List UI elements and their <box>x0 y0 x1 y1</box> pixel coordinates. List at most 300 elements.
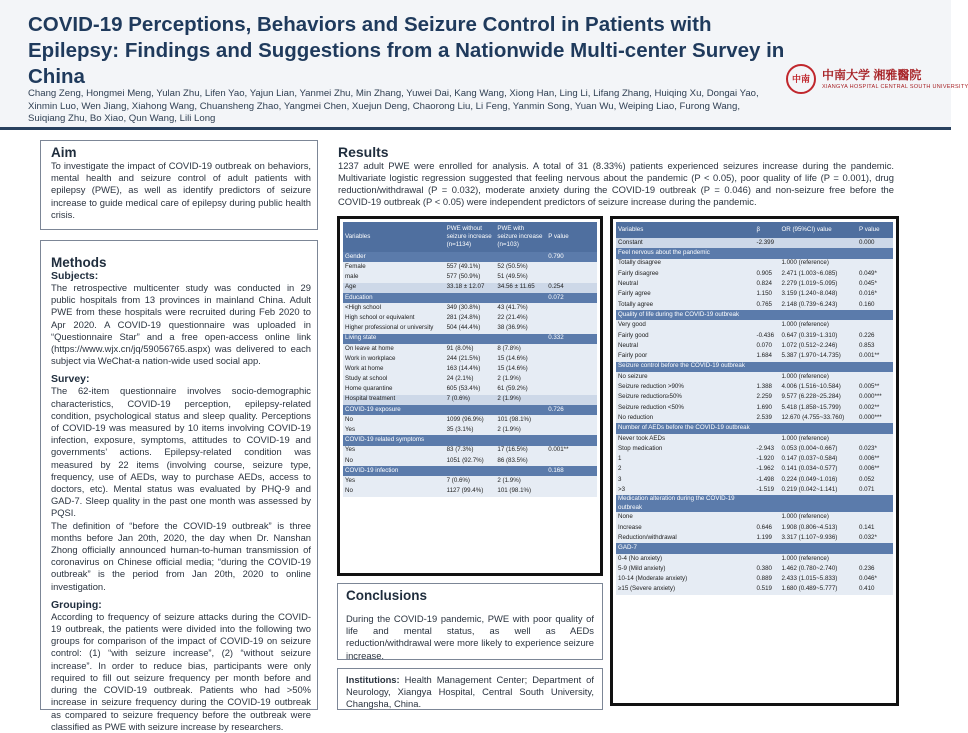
table1-header-row <box>343 222 597 252</box>
table1-cell: 1051 (92.7%) <box>445 456 496 466</box>
table2-cell: Seizure reduction >90% <box>616 382 755 392</box>
table2-cell: 1.388 <box>755 382 780 392</box>
table2-cell: 2.259 <box>755 392 780 402</box>
table1-cell: 0.254 <box>546 283 597 293</box>
table1-cell: 244 (21.5%) <box>445 354 496 364</box>
table2-row <box>616 279 893 289</box>
survey-text: The 62-item questionnaire involves socio-demographic characteristics, COVID-19 perception, epilepsy-related condition, psychological status and sleep quality. Perceptions of COVID-19 was measured by 10 items involving COVID-19 infection, exposure, symptoms, attitudes to COVID-19 and governments’ actions. Epilepsy-related condition was measured by 22 items (involving course, seizure type, frequency, use of AEDs, way to purchase AEDs, access to doctors, etc). Mental status was evaluated by PHQ-9 and GAD-7. Sleep quality in the past one month was assessed by PQSI. <box>51 385 311 519</box>
table1-header-without-increase: PWE without seizure increase (n=1134) <box>445 222 496 252</box>
table1-grid <box>343 222 597 497</box>
conclusions-section <box>337 583 603 660</box>
table2-row <box>616 512 893 522</box>
table2-cell: 1.462 (0.780~2.740) <box>779 564 857 574</box>
table2-cell <box>857 248 893 258</box>
table1-row <box>343 435 597 445</box>
table2-cell <box>857 512 893 522</box>
table1-cell <box>495 252 546 262</box>
table2-cell <box>779 423 857 433</box>
table2-row <box>616 585 893 595</box>
table2-cell: Reduction/withdrawal <box>616 533 755 543</box>
table2-cell <box>857 372 893 382</box>
table2-cell: 1.908 (0.806~4.513) <box>779 523 857 533</box>
table1-cell: No <box>343 456 445 466</box>
table2-row <box>616 495 893 512</box>
table2-cell: 2.471 (1.003~6.085) <box>779 269 857 279</box>
table1-cell: 51 (49.5%) <box>495 272 546 282</box>
table2-cell: 2.539 <box>755 413 780 423</box>
table2-cell: 0.889 <box>755 574 780 584</box>
table2-cell <box>857 554 893 564</box>
table1-cell: male <box>343 272 445 282</box>
table1-cell <box>546 364 597 374</box>
table1-cell: 7 (0.6%) <box>445 395 496 405</box>
table2-cell: -2.399 <box>755 238 780 248</box>
table1-body <box>343 252 597 497</box>
table1-cell: 504 (44.4%) <box>445 323 496 333</box>
table1-cell: 34.56 ± 11.65 <box>495 283 546 293</box>
table2-cell: 1.000 (reference) <box>779 434 857 444</box>
table1-row <box>343 293 597 303</box>
table1-cell: 2 (1.9%) <box>495 374 546 384</box>
table2-cell: 1.000 (reference) <box>779 554 857 564</box>
table1-cell: Age <box>343 283 445 293</box>
table2-cell: Seizure reduction <50% <box>616 403 755 413</box>
table2-cell: Fairly agree <box>616 289 755 299</box>
table1-cell: Hospital treatment <box>343 395 445 405</box>
table1-cell: 1099 (96.9%) <box>445 415 496 425</box>
table1-cell: 7 (0.6%) <box>445 476 496 486</box>
table1-cell <box>546 476 597 486</box>
table1-row <box>343 446 597 456</box>
table1-cell <box>445 435 496 445</box>
table2-row <box>616 331 893 341</box>
table2-row <box>616 403 893 413</box>
table2-row <box>616 382 893 392</box>
table1-cell: 17 (16.5%) <box>495 446 546 456</box>
table2-cell: 0.070 <box>755 341 780 351</box>
table1-cell: 2 (1.9%) <box>495 425 546 435</box>
table2-row <box>616 485 893 495</box>
table1-cell: 22 (21.4%) <box>495 313 546 323</box>
table2-cell: 1.690 <box>755 403 780 413</box>
header-divider <box>0 127 951 130</box>
table2-cell <box>857 543 893 553</box>
table1-cell: Work in workplace <box>343 354 445 364</box>
table2-cell: 0.380 <box>755 564 780 574</box>
table1-cell: COVID-19 exposure <box>343 405 445 415</box>
table1-row <box>343 374 597 384</box>
table2-cell: 0.236 <box>857 564 893 574</box>
table1-cell <box>546 415 597 425</box>
table2-cell: 1 <box>616 454 755 464</box>
table1-cell <box>445 466 496 476</box>
table1-row <box>343 303 597 313</box>
table1-cell <box>546 323 597 333</box>
table1-row <box>343 252 597 262</box>
table1-cell <box>546 425 597 435</box>
table2-cell <box>779 248 857 258</box>
table1-cell: 0.332 <box>546 334 597 344</box>
table2-cell: -0.436 <box>755 331 780 341</box>
table1-cell <box>546 313 597 323</box>
table2-cell: 1.150 <box>755 289 780 299</box>
table2-cell <box>755 372 780 382</box>
subjects-text: The retrospective multicenter study was conducted in 29 public hospitals from 13 provinces in mainland China. Adult PWE from these hospitals were recruited during Feb 2020 to Apr 2020. A COVID-19 questionnaire was uploaded in “Questionnaire Star” and a free open-access online link (https://www.wjx.cn/jq/59056765.aspx) was delivered to each subject via WeChat-a nation-wide used social app. <box>51 282 311 367</box>
author-list: Chang Zeng, Hongmei Meng, Yulan Zhu, Lifen Yao, Yajun Lian, Yanmei Zhu, Min Zhang, Yuwei Dai, Kang Wang, Xiong Han, Ling Li, Lifang Zhang, Huiqing Xu, Dongai Yao, Xinmin Luo, Wen Jiang, Xiahong Wang, Chuansheng Zhao, Yangmei Chen, Xuejun Deng, Chaorong Liu, Li Feng, Yanmin Song, Yuan Wu, Weiping Liao, Furong Wang, Suiqiang Zhu, Bo Xiao, Qun Wang, Lili Long <box>28 88 759 124</box>
table2-cell: Neutral <box>616 341 755 351</box>
table1-cell: Gender <box>343 252 445 262</box>
baseline-characteristics-table <box>337 216 603 576</box>
table2-row <box>616 341 893 351</box>
table2-cell <box>779 495 857 512</box>
table2-cell: 1.000 (reference) <box>779 320 857 330</box>
grouping-label: Grouping: <box>51 598 102 611</box>
table2-cell: 0.023* <box>857 444 893 454</box>
table2-row <box>616 564 893 574</box>
table1-cell: COVID-19 infection <box>343 466 445 476</box>
table2-cell: 9.577 (6.228~25.284) <box>779 392 857 402</box>
table2-cell: 2.433 (1.015~5.833) <box>779 574 857 584</box>
table1-cell: Study at school <box>343 374 445 384</box>
table1-cell: Home quarantine <box>343 384 445 394</box>
table2-cell: 0.219 (0.042~1.141) <box>779 485 857 495</box>
table2-row <box>616 423 893 433</box>
table1-cell <box>546 456 597 466</box>
table1-cell: 0.001** <box>546 446 597 456</box>
table2-cell <box>779 310 857 320</box>
table1-cell <box>445 293 496 303</box>
table2-cell: 0.032* <box>857 533 893 543</box>
table2-cell <box>779 362 857 372</box>
table1-header-p-value: P value <box>546 222 597 252</box>
table1-cell <box>445 334 496 344</box>
table1-cell: 557 (49.1%) <box>445 262 496 272</box>
table2-row <box>616 554 893 564</box>
table2-cell: ≥15 (Severe anxiety) <box>616 585 755 595</box>
table1-cell: Yes <box>343 446 445 456</box>
table2-cell <box>779 543 857 553</box>
table1-cell: 33.18 ± 12.07 <box>445 283 496 293</box>
table1-cell: 52 (50.5%) <box>495 262 546 272</box>
table2-cell: 0.006** <box>857 465 893 475</box>
table2-cell: 4.006 (1.516~10.584) <box>779 382 857 392</box>
table2-cell: Seizure reduction≥50% <box>616 392 755 402</box>
table2-cell: 5.387 (1.970~14.735) <box>779 351 857 361</box>
table2-cell <box>857 259 893 269</box>
table2-cell: Seizure control before the COVID-19 outbreak <box>616 362 755 372</box>
table2-row <box>616 259 893 269</box>
table2-header-row <box>616 222 893 238</box>
table2-cell: Feel nervous about the pandemic <box>616 248 755 258</box>
table1-row <box>343 384 597 394</box>
table2-cell: 0.045* <box>857 279 893 289</box>
table1-cell <box>546 486 597 496</box>
table2-header-variables: Variables <box>616 222 755 238</box>
table1-row <box>343 415 597 425</box>
institutions-line <box>346 674 594 711</box>
table2-cell <box>755 423 780 433</box>
table1-cell: 163 (14.4%) <box>445 364 496 374</box>
table1-cell <box>546 395 597 405</box>
subjects-label: Subjects: <box>51 270 99 282</box>
table1-cell <box>495 334 546 344</box>
table2-cell <box>857 320 893 330</box>
table2-cell: 10-14 (Moderate anxiety) <box>616 574 755 584</box>
results-heading: Results <box>338 144 389 160</box>
table2-cell: -2.943 <box>755 444 780 454</box>
table2-cell: 0.141 (0.034~0.577) <box>779 465 857 475</box>
table2-cell: 0.002** <box>857 403 893 413</box>
table2-row <box>616 289 893 299</box>
table1-row <box>343 486 597 496</box>
table2-cell: 1.000 (reference) <box>779 512 857 522</box>
aim-text: To investigate the impact of COVID-19 outbreak on behaviors, mental health and seizure control of adult patients with epilepsy (PWE), as well as identify predictors of seizure increase to guide medical care of epilepsy during public health crisis. <box>51 160 311 220</box>
table1-header-variables: Variables <box>343 222 445 252</box>
regression-table <box>610 216 899 706</box>
table2-cell: No seizure <box>616 372 755 382</box>
logo-subtext: XIANGYA HOSPITAL CENTRAL SOUTH UNIVERSITY <box>822 84 968 90</box>
table2-cell: 0.141 <box>857 523 893 533</box>
table2-row <box>616 523 893 533</box>
table1-row <box>343 344 597 354</box>
table1-cell: High school or equivalent <box>343 313 445 323</box>
methods-section <box>40 240 318 732</box>
table1-cell: Higher professional or university <box>343 323 445 333</box>
table1-cell: 24 (2.1%) <box>445 374 496 384</box>
table2-cell: 1.000 (reference) <box>779 372 857 382</box>
table2-row <box>616 320 893 330</box>
table2-row <box>616 574 893 584</box>
table1-cell: 0.726 <box>546 405 597 415</box>
table1-row <box>343 323 597 333</box>
table1-cell: 8 (7.8%) <box>495 344 546 354</box>
table2-row <box>616 434 893 444</box>
table2-row <box>616 362 893 372</box>
table2-cell: 2.148 (0.739~6.243) <box>779 300 857 310</box>
table1-cell: 61 (59.2%) <box>495 384 546 394</box>
table1-cell: 0.072 <box>546 293 597 303</box>
table2-cell: 2 <box>616 465 755 475</box>
table2-cell: 0.160 <box>857 300 893 310</box>
table2-cell: Stop medication <box>616 444 755 454</box>
table2-cell <box>857 310 893 320</box>
table1-cell: Yes <box>343 476 445 486</box>
university-logo <box>786 64 968 96</box>
table1-cell: <High school <box>343 303 445 313</box>
table2-cell: 0.052 <box>857 475 893 485</box>
table1-cell <box>495 405 546 415</box>
table2-row <box>616 238 893 248</box>
table2-cell: 0.147 (0.037~0.584) <box>779 454 857 464</box>
table2-cell <box>755 495 780 512</box>
table1-cell: COVID-19 related symptoms <box>343 435 445 445</box>
table2-cell: None <box>616 512 755 522</box>
table1-cell: 15 (14.6%) <box>495 354 546 364</box>
table2-cell: 0-4 (No anxiety) <box>616 554 755 564</box>
table2-cell: 1.199 <box>755 533 780 543</box>
table2-row <box>616 269 893 279</box>
table1-cell: Living state <box>343 334 445 344</box>
methods-heading: Methods <box>51 255 107 270</box>
table2-cell: 0.053 (0.004~0.667) <box>779 444 857 454</box>
table2-cell: >3 <box>616 485 755 495</box>
table2-cell <box>857 423 893 433</box>
table1-cell: 83 (7.3%) <box>445 446 496 456</box>
table1-cell: No <box>343 415 445 425</box>
table2-cell: 0.046* <box>857 574 893 584</box>
table2-cell: 0.000*** <box>857 392 893 402</box>
table2-cell: -1.962 <box>755 465 780 475</box>
table1-cell: 281 (24.8%) <box>445 313 496 323</box>
grouping-text: According to frequency of seizure attacks during the COVID-19 outbreak, the patients were divided into the following two groups for comparison of the impact of COVID-19 on seizure control: (1) “with seizure increase”, (2) “without seizure increase”. In order to reduce bias, participants were only required to fill out seizure frequency per month before and during the COVID-19 outbreak. Patients who had >50% increase in seizure frequency during the COVID-19 outbreak as compared to seizure frequency before the outbreak were classified as PWE with seizure increase by researchers. <box>51 610 311 732</box>
table2-cell <box>755 543 780 553</box>
table1-cell: 86 (83.5%) <box>495 456 546 466</box>
table1-row <box>343 405 597 415</box>
table2-cell: 1.680 (0.489~5.777) <box>779 585 857 595</box>
table1-cell: 35 (3.1%) <box>445 425 496 435</box>
table2-header-beta: β <box>755 222 780 238</box>
table2-cell <box>857 495 893 512</box>
table2-row <box>616 543 893 553</box>
table1-header-with-increase: PWE with seizure increase (n=103) <box>495 222 546 252</box>
table2-cell: 0.410 <box>857 585 893 595</box>
table2-cell <box>755 320 780 330</box>
table2-cell: 0.006** <box>857 454 893 464</box>
table1-cell: 43 (41.7%) <box>495 303 546 313</box>
table2-cell: Medication alteration during the COVID-19 outbreak <box>616 495 755 512</box>
table2-cell: 0.005** <box>857 382 893 392</box>
table1-row <box>343 283 597 293</box>
table1-cell <box>546 344 597 354</box>
table1-row <box>343 456 597 466</box>
table2-cell: No reduction <box>616 413 755 423</box>
table1-cell: 1127 (99.4%) <box>445 486 496 496</box>
poster-title: COVID-19 Perceptions, Behaviors and Seizure Control in Patients with Epilepsy: Findings and Suggestions from a Nationwide Multi-center Survey in China <box>28 13 785 88</box>
table2-cell: 1.684 <box>755 351 780 361</box>
table2-cell: Very good <box>616 320 755 330</box>
survey-text-definition: The definition of “before the COVID-19 outbreak” is three months before Jan 20th, 2020, the day when Dr. Nanshan Zhong officially announced human-to-human transmission of coronavirus on Chinese official media; “during the COVID-19 outbreak” is the period from Jan 20th, 2020 to online investigation. <box>51 519 311 592</box>
table1-cell: 2 (1.9%) <box>495 395 546 405</box>
table2-cell: 0.071 <box>857 485 893 495</box>
table1-row <box>343 425 597 435</box>
table1-cell <box>445 405 496 415</box>
table1-row <box>343 334 597 344</box>
table2-cell: Fairly disagree <box>616 269 755 279</box>
survey-label: Survey: <box>51 373 90 386</box>
table2-cell: 0.224 (0.049~1.016) <box>779 475 857 485</box>
table1-cell: 0.790 <box>546 252 597 262</box>
table1-cell: 2 (1.9%) <box>495 476 546 486</box>
table2-cell: Neutral <box>616 279 755 289</box>
conclusions-text: During the COVID-19 pandemic, PWE with poor quality of life and mental status, as well as AEDs reduction/withdrawal were more likely to experience seizure increase. <box>346 613 594 661</box>
table1-cell <box>445 252 496 262</box>
table2-cell: Totally disagree <box>616 259 755 269</box>
table1-cell: Work at home <box>343 364 445 374</box>
table2-cell <box>755 362 780 372</box>
table1-cell: 349 (30.8%) <box>445 303 496 313</box>
table1-cell: 0.168 <box>546 466 597 476</box>
table2-row <box>616 372 893 382</box>
table1-cell: 605 (53.4%) <box>445 384 496 394</box>
table2-row <box>616 465 893 475</box>
table2-cell: Quality of life during the COVID-19 outbreak <box>616 310 755 320</box>
table1-cell: No <box>343 486 445 496</box>
table1-cell <box>495 293 546 303</box>
table2-cell: 1.000 (reference) <box>779 259 857 269</box>
table1-cell: 15 (14.6%) <box>495 364 546 374</box>
table1-row <box>343 476 597 486</box>
logo-text: 中南大学 湘雅醫院 <box>822 68 922 82</box>
institutions-section <box>337 668 603 710</box>
table1-cell: Female <box>343 262 445 272</box>
table2-row <box>616 475 893 485</box>
table1-cell <box>546 354 597 364</box>
hospital-seal-icon: 中南 <box>786 64 816 94</box>
table2-cell: -1.519 <box>755 485 780 495</box>
table1-cell: On leave at home <box>343 344 445 354</box>
conclusions-heading: Conclusions <box>346 588 428 603</box>
table1-row <box>343 395 597 405</box>
table1-cell: 101 (98.1%) <box>495 486 546 496</box>
table1-row <box>343 354 597 364</box>
table2-cell: 0.853 <box>857 341 893 351</box>
table2-cell: 0.824 <box>755 279 780 289</box>
table2-cell: 5-9 (Mild anxiety) <box>616 564 755 574</box>
table2-row <box>616 413 893 423</box>
table1-cell <box>546 272 597 282</box>
table2-cell: 0.765 <box>755 300 780 310</box>
table2-cell: Increase <box>616 523 755 533</box>
table1-cell <box>546 303 597 313</box>
table2-cell: 0.049* <box>857 269 893 279</box>
table2-cell: 3 <box>616 475 755 485</box>
table2-cell <box>755 310 780 320</box>
table2-cell: 3.317 (1.107~9.936) <box>779 533 857 543</box>
table2-cell: 1.072 (0.512~2.246) <box>779 341 857 351</box>
table2-cell: 12.670 (4.755~33.760) <box>779 413 857 423</box>
table1-cell <box>495 466 546 476</box>
aim-heading: Aim <box>51 145 77 160</box>
table2-cell <box>755 248 780 258</box>
table2-row <box>616 444 893 454</box>
aim-section <box>40 140 318 230</box>
table1-row <box>343 262 597 272</box>
table2-cell: 0.000*** <box>857 413 893 423</box>
table2-cell <box>755 259 780 269</box>
table2-cell: Constant <box>616 238 755 248</box>
table1-cell: 101 (98.1%) <box>495 415 546 425</box>
table2-cell: 0.646 <box>755 523 780 533</box>
table1-cell <box>546 435 597 445</box>
table2-cell <box>857 362 893 372</box>
table2-cell: 0.519 <box>755 585 780 595</box>
table2-cell: -1.498 <box>755 475 780 485</box>
table2-row <box>616 248 893 258</box>
table1-cell: 38 (36.9%) <box>495 323 546 333</box>
table2-cell: 3.159 (1.240~8.048) <box>779 289 857 299</box>
table2-grid <box>616 222 893 595</box>
table2-cell: 0.000 <box>857 238 893 248</box>
table2-cell <box>779 238 857 248</box>
table2-cell <box>755 554 780 564</box>
table2-cell: 5.418 (1.858~15.799) <box>779 403 857 413</box>
table1-cell: Education <box>343 293 445 303</box>
table1-cell <box>546 262 597 272</box>
table2-cell <box>857 434 893 444</box>
table2-row <box>616 310 893 320</box>
table1-cell <box>546 374 597 384</box>
institutions-text: Health Management Center; Department of Neurology, Xiangya Hospital, Central South University, Changsha, China. <box>346 674 594 710</box>
